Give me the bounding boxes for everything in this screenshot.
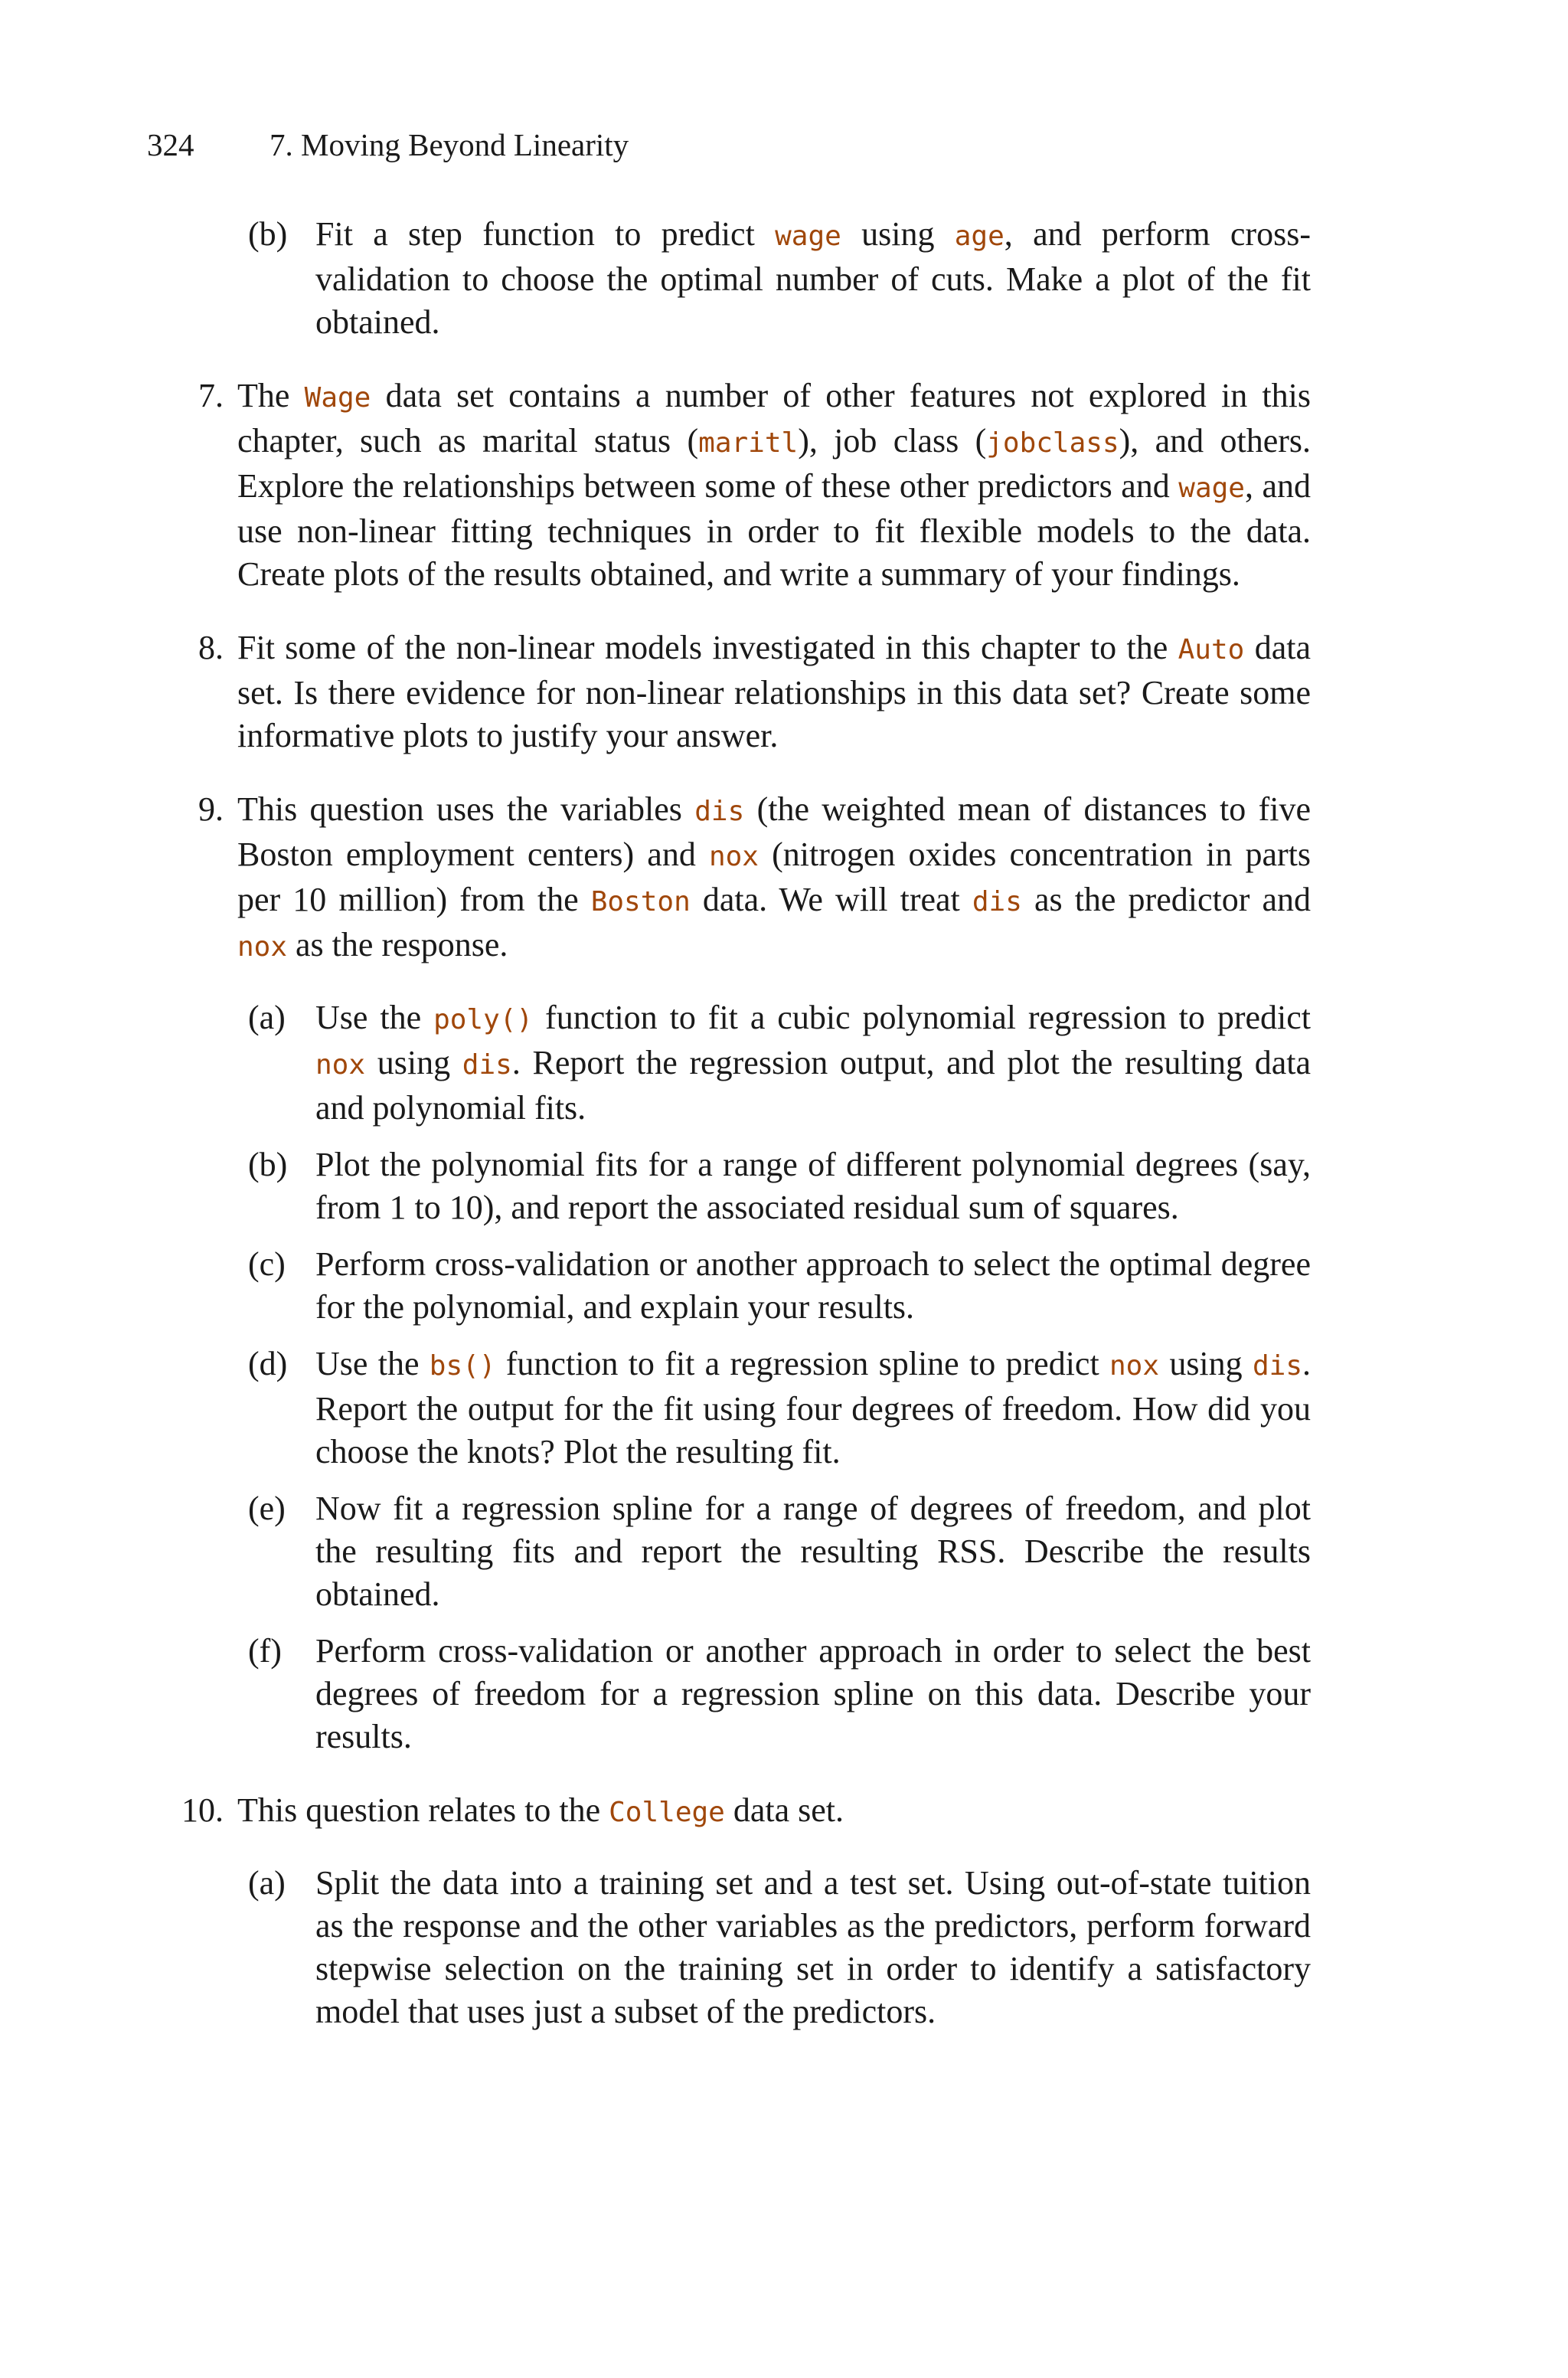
exercise-9b: (b) Plot the polynomial fits for a range of different polynomial degrees (say, from 1 to 10), and report the associated residual sum of squares. [168, 1143, 1311, 1229]
code-term: Auto [1178, 634, 1245, 666]
code-term: nox [237, 931, 288, 963]
code-term: dis [694, 796, 745, 827]
exercise-9-parts [168, 996, 1311, 1758]
exercise-number: 10. [181, 1791, 224, 1829]
exercise-7: 7. The Wage data set contains a number of other features not explored in this chapter, such as marital status (maritl), job class (jobclass), and others. Explore the relationships between some of these other predictors and wage, and use non-linear fitting techniques in order to fit flexible models to the data. Create plots of the results obtained, and write a summary of your findings. [168, 375, 1311, 596]
code-term: nox [1109, 1350, 1160, 1382]
code-term: dis [462, 1049, 512, 1081]
exercise-9e: (e) Now fit a regression spline for a range of degrees of freedom, and plot the resulting fits and report the resulting RSS. Describe the results obtained. [168, 1487, 1311, 1616]
exercise-10: 10. This question relates to the College data set. [168, 1789, 1311, 1834]
code-term: maritl [698, 427, 799, 459]
code-term: wage [775, 221, 841, 252]
code-term: Boston [590, 886, 691, 918]
sub-label: (f) [248, 1632, 282, 1670]
exercise-number: 8. [198, 629, 224, 666]
exercise-9f: (f) Perform cross-validation or another approach in order to select the best degrees of freedom for a regression spline on this data. Describe your results. [168, 1630, 1311, 1758]
code-term: dis [972, 886, 1022, 918]
code-term: Wage [304, 382, 371, 414]
code-term: wage [1178, 473, 1245, 504]
code-term: jobclass [986, 427, 1119, 459]
code-term: nox [315, 1049, 366, 1081]
sub-label: (b) [248, 215, 288, 253]
sub-label: (c) [248, 1245, 286, 1283]
exercise-8: 8. Fit some of the non-linear models investigated in this chapter to the Auto data set. Is there evidence for non-linear relationships in this data set? Create some informative plots to justify your answer. [168, 626, 1311, 757]
exercise-9c: (c) Perform cross-validation or another approach to select the optimal degree for the polynomial, and explain your results. [168, 1243, 1311, 1329]
sub-label: (d) [248, 1345, 288, 1382]
sub-label: (a) [248, 1864, 286, 1902]
exercise-number: 9. [198, 790, 224, 828]
exercise-9d: (d) Use the bs() function to fit a regression spline to predict nox using dis. Report the output for the fit using four degrees of freedom. How did you choose the knots? Plot the resulting fit. [168, 1343, 1311, 1474]
sub-label: (b) [248, 1146, 288, 1183]
sub-label: (a) [248, 999, 286, 1036]
exercise-list [168, 213, 1311, 2047]
chapter-title: 7. Moving Beyond Linearity [270, 127, 629, 162]
code-term: College [609, 1797, 725, 1828]
running-header [147, 126, 629, 164]
code-term: poly() [433, 1004, 534, 1035]
code-term: dis [1252, 1350, 1302, 1382]
exercise-10-parts [168, 1862, 1311, 2033]
exercise-10a: (a) Split the data into a training set and a test set. Using out-of-state tuition as the response and the other variables as the predictors, perform forward stepwise selection on the training set in order to identify a satisfactory model that uses just a subset of the predictors. [168, 1862, 1311, 2033]
exercise-9: 9. This question uses the variables dis (the weighted mean of distances to five Boston employment centers) and nox (nitrogen oxides concentration in parts per 10 million) from the Boston data. We will treat dis as the predictor and nox as the response. [168, 788, 1311, 969]
exercise-number: 7. [198, 377, 224, 414]
page-number: 324 [147, 127, 194, 162]
code-term: bs() [429, 1350, 496, 1382]
exercise-9a: (a) Use the poly() function to fit a cubic polynomial regression to predict nox using dis. Report the regression output, and plot the resulting data and polynomial fits. [168, 996, 1311, 1130]
code-term: age [954, 221, 1004, 252]
code-term: nox [708, 841, 759, 872]
exercise-6b: (b) Fit a step function to predict wage using age, and perform cross-validation to choose the optimal number of cuts. Make a plot of the fit obtained. [168, 213, 1311, 344]
sub-label: (e) [248, 1490, 286, 1527]
